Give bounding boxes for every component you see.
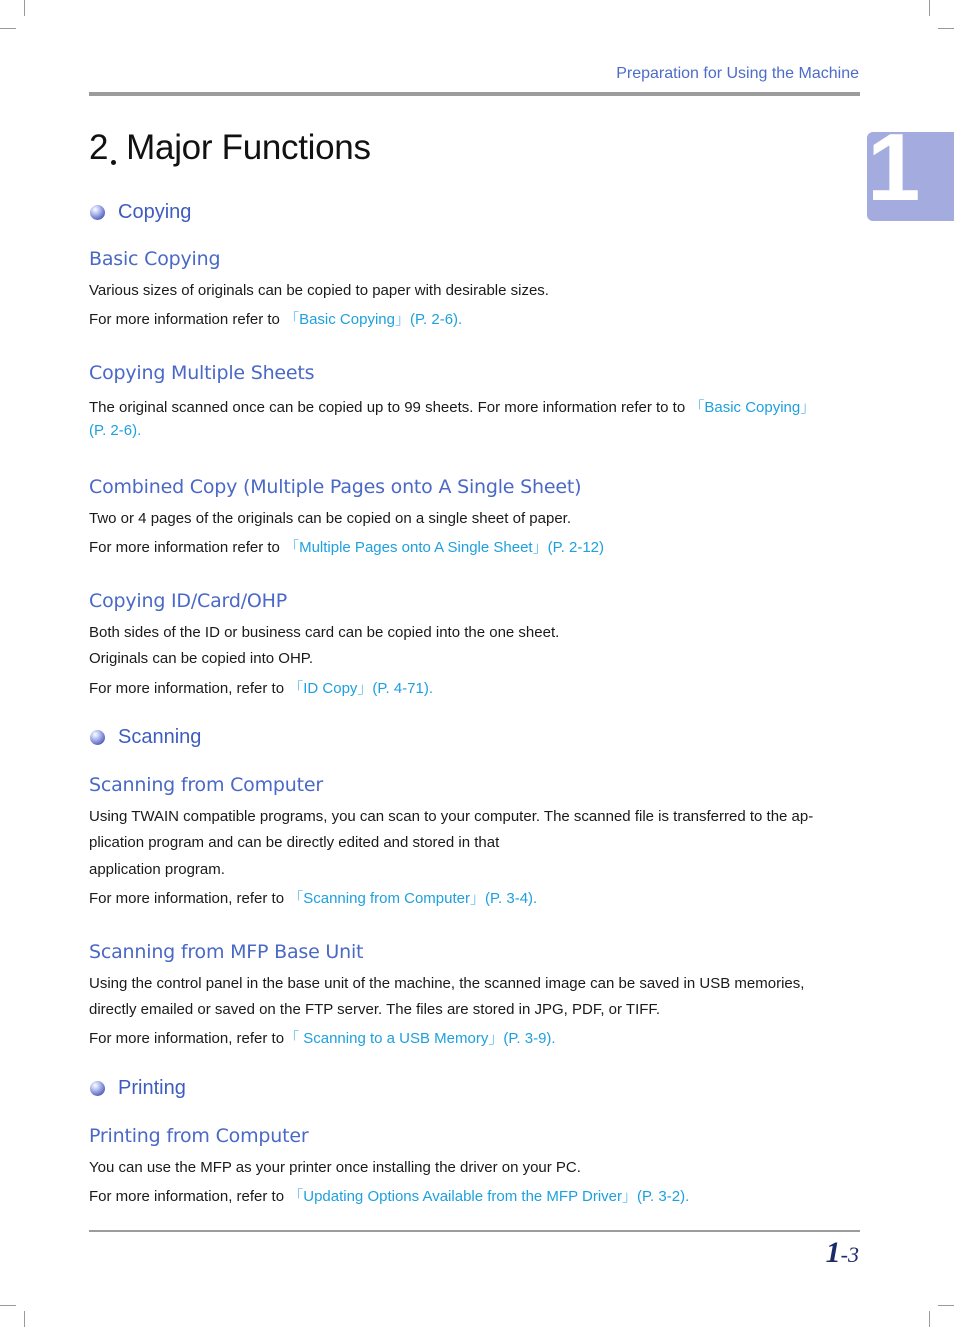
- paragraph-line: Both sides of the ID or business card can be copied into the one sheet.: [89, 624, 560, 641]
- chapter-tab: [867, 132, 954, 221]
- subheading-scanning-base-unit: Scanning from MFP Base Unit: [89, 941, 364, 963]
- paragraph-line: Using TWAIN compatible programs, you can scan to your computer. The scanned file is transferred to the ap-: [89, 808, 814, 825]
- crop-mark: [24, 0, 25, 16]
- crop-mark: [938, 28, 954, 29]
- bullet-icon: [90, 205, 105, 220]
- paragraph-line: [89, 308, 462, 329]
- crop-mark: [0, 28, 16, 29]
- paragraph-line: Originals can be copied into OHP.: [89, 650, 314, 667]
- paragraph-line: Using the control panel in the base unit of the machine, the scanned image can be saved in USB memories,: [89, 975, 805, 992]
- text: The original scanned once can be copied up to 99 sheets. For more information refer to to: [89, 399, 690, 416]
- link-multiple-pages[interactable]: 「Multiple Pages onto A Single Sheet」(P. 2-12): [284, 539, 604, 556]
- subheading-scanning-computer: Scanning from Computer: [89, 774, 323, 796]
- text: For more information, refer to: [89, 1188, 289, 1205]
- paragraph-line: [89, 422, 141, 439]
- page-title: [89, 128, 371, 168]
- text: For more information, refer to: [89, 890, 289, 907]
- crop-mark: [24, 1311, 25, 1327]
- text: For more information, refer to: [89, 1030, 285, 1047]
- paragraph-line: [89, 536, 604, 557]
- link-basic-copying[interactable]: 「Basic Copying」: [689, 399, 816, 416]
- section-heading: Scanning: [118, 726, 202, 748]
- section-scanning: [90, 726, 201, 749]
- paragraph-line: plication program and can be directly edited and stored in that: [89, 834, 500, 851]
- paragraph-line: Various sizes of originals can be copied to paper with desirable sizes.: [89, 282, 549, 299]
- subheading-printing-computer: Printing from Computer: [89, 1125, 309, 1147]
- paragraph-line: [89, 887, 537, 908]
- subheading-combined-copy: Combined Copy (Multiple Pages onto A Single Sheet): [89, 476, 582, 498]
- paragraph-line: [89, 396, 815, 417]
- subheading-basic-copying: Basic Copying: [89, 248, 221, 270]
- section-printing: [90, 1077, 186, 1100]
- link-basic-copying[interactable]: 「Basic Copying」(P. 2-6).: [284, 311, 463, 328]
- title-number: 2: [89, 128, 109, 167]
- subheading-copying-multiple: Copying Multiple Sheets: [89, 362, 315, 384]
- bullet-icon: [90, 730, 105, 745]
- footer-rule: [89, 1230, 860, 1232]
- title-dot: [111, 160, 116, 165]
- page-number-page: -3: [840, 1242, 859, 1267]
- text: For more information refer to: [89, 311, 285, 328]
- link-scanning-usb[interactable]: 「 Scanning to a USB Memory」(P. 3-9).: [284, 1030, 556, 1047]
- crop-mark: [929, 0, 930, 16]
- paragraph-line: You can use the MFP as your printer once installing the driver on your PC.: [89, 1159, 581, 1176]
- paragraph-line: [89, 677, 433, 698]
- running-header: Preparation for Using the Machine: [616, 65, 859, 82]
- paragraph-line: [89, 1027, 556, 1048]
- crop-mark: [938, 1305, 954, 1306]
- section-heading: Printing: [118, 1077, 186, 1099]
- text: For more information, refer to: [89, 680, 289, 697]
- section-heading: Copying: [118, 201, 192, 223]
- crop-mark: [0, 1305, 16, 1306]
- text: For more information refer to: [89, 539, 285, 556]
- link-scanning-computer[interactable]: 「Scanning from Computer」(P. 3-4).: [288, 890, 538, 907]
- title-text: Major Functions: [126, 128, 371, 167]
- link-updating-options[interactable]: 「Updating Options Available from the MFP Driver」(P. 3-2).: [288, 1188, 690, 1205]
- paragraph-line: Two or 4 pages of the originals can be copied on a single sheet of paper.: [89, 510, 571, 527]
- header-rule: [89, 92, 860, 96]
- page-number-chapter: 1: [825, 1236, 841, 1269]
- paragraph-line: application program.: [89, 861, 225, 878]
- page-number: [826, 1236, 859, 1270]
- section-copying: [90, 201, 191, 224]
- paragraph-line: directly emailed or saved on the FTP server. The files are stored in JPG, PDF, or TIFF.: [89, 1001, 661, 1018]
- chapter-tab-number: 1: [867, 132, 921, 221]
- subheading-id-card: Copying ID/Card/OHP: [89, 590, 288, 612]
- bullet-icon: [90, 1081, 105, 1096]
- link-page-ref[interactable]: (P. 2-6).: [89, 422, 142, 439]
- paragraph-line: [89, 1185, 689, 1206]
- link-id-copy[interactable]: 「ID Copy」(P. 4-71).: [288, 680, 434, 697]
- crop-mark: [929, 1311, 930, 1327]
